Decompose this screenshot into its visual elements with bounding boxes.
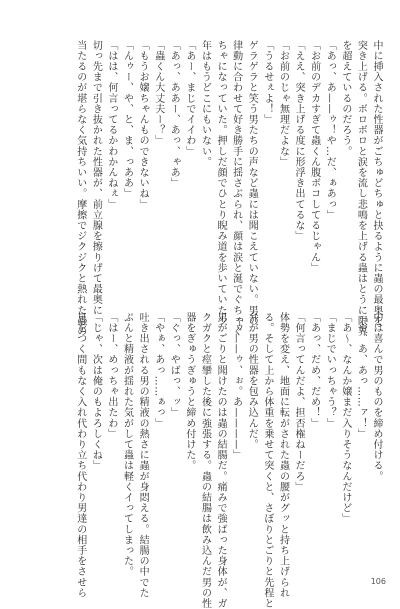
text-line: 「あっ、あ——ゥ！や…だ、ぁあっ」	[324, 40, 336, 221]
text-line: 「はは、何言ってるかわかんねぇ」	[105, 40, 117, 210]
text-block-top	[29, 40, 384, 337]
text-line: 「じゃ、次は俺のもよろしくね」	[90, 312, 102, 471]
text-line: 弁が男の性器を包み込んだ。	[246, 312, 258, 450]
text-line: る。そして上から体重を乗せて突くと、さぼりとごりと先程と	[261, 312, 273, 609]
text-line: 「あ〜、なんか嬢まだ入りそうなんだけど」	[339, 312, 351, 524]
text-line: 「あー、まじでイイわ」	[183, 40, 195, 157]
text-line: 息をつく間もなく入れ代わり立ち代わり男達の相手をさせら	[74, 312, 86, 599]
text-line: 「ゥ——ゥ、ぉ。あ————」	[230, 312, 242, 461]
text-line: ちゃになっていた。押しだ顔でひとり睨み道を歩いていた少	[215, 40, 227, 327]
text-line: 突き上げる。ボロボロと涙を流し悲鳴を上げる蟲はとうに限界	[355, 40, 367, 337]
text-line: 男がごりと聞けたのは蟲の結腸だ。痛みで強ばった身体が、ガ	[215, 312, 227, 609]
text-line: 「何言ってんだよ、担否権ねーだろ」	[293, 312, 305, 493]
text-line: 切っ先まで引き抜かれた性器が、前立腺を擦りげて最奥に	[90, 40, 102, 316]
text-line: 当たるのが堪らなく気持ちいい。摩擦でジクジクと熱れた蟲の	[74, 40, 86, 337]
text-line: ぷんと精液が揺れた気がして蟲は軽くイってしまった。	[121, 312, 133, 577]
text-line: 器をぎゅうぎゅうと締め付けた。	[183, 312, 195, 471]
text-line: 「ぐっ、やばっ、ッ」	[168, 312, 180, 418]
text-line: 「あっ、だめ、だめ！」	[308, 312, 320, 429]
text-line: 「もうお嬢ちゃんものできないね」	[137, 40, 149, 210]
page-number: 106	[370, 577, 386, 586]
text-line: を超えているのだろう。	[339, 40, 351, 157]
text-line: 「や、あ、あっ……ァ！」	[355, 312, 367, 440]
text-line: 「あっ、ああー、あっ、ゃあ」	[168, 40, 180, 189]
text-line: 中に挿入された性器がごちゅどちゅと抉るように蟲の最奥を	[371, 40, 382, 327]
text-line: 吐き出される男の精液の熱さに蟲が身悶える。結腸の中でた	[137, 312, 149, 599]
text-line: 「んゥー、や、と、ま、っああ」	[121, 40, 133, 199]
text-line: 「ええ、突き上げる度に形浮き出てるな」	[293, 40, 305, 242]
text-line: 中は喜んで男のものを締め付ける。	[371, 312, 382, 482]
text-line: 「蟲くん大丈夫ー？」	[152, 40, 164, 146]
text-line: 「うるせぇよ！」	[261, 40, 273, 125]
text-line: 年はもうどこにもいない。	[199, 40, 211, 168]
text-line: 体勢を変え、地面に転がされた蟲の腰がグッと持ち上げられ	[277, 312, 289, 599]
text-line: 「はー、めっちゃ出たわ」	[105, 312, 117, 440]
text-line: ゲラゲラと笑う男たちの声など蟲には聞こえていない。男の	[246, 40, 258, 327]
text-line: 「お前のじゃ無理だよな」	[277, 40, 289, 168]
text-line: 律動に合わせて好き勝手に揺さぶられ、顔は涙と涎でぐちゃぐ	[230, 40, 242, 337]
text-line: クガクと痙攣した後に強張する。蟲の結腸は飲み込んだ男の性	[199, 312, 211, 609]
text-line: 「お前のデカすぎて蟲くん腹ボコしてるじゃん」	[308, 40, 320, 274]
text-line: 「やぁ、あっ……ぁっ」	[152, 312, 164, 429]
text-line: 「まじでいっちゃう？」	[324, 312, 336, 429]
